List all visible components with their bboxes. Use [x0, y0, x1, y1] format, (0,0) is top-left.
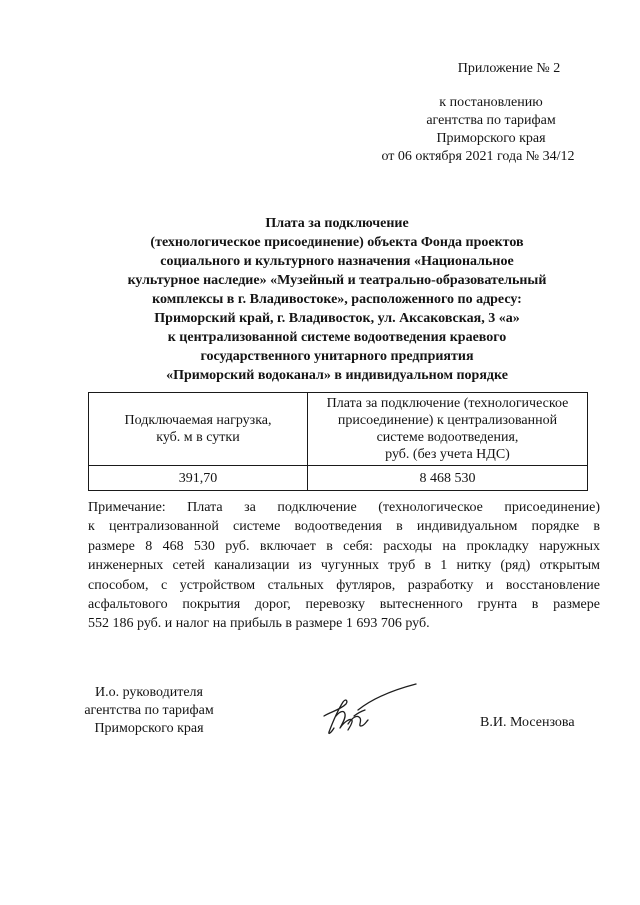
appendix-line: к постановлению: [439, 95, 543, 110]
signatory-position-line: И.о. руководителя: [94, 685, 203, 700]
note-line: асфальтового покрытия дорог, перевозку вытесненного грунта в размере: [88, 597, 600, 613]
fee-value-cell: 8 468 530: [308, 466, 588, 491]
load-header-line: Подключаемая нагрузка,: [124, 413, 272, 428]
table-row: [89, 466, 588, 491]
signatory-position: [58, 684, 240, 738]
title-line: культурное наследие» «Музейный и театрально-образовательный: [127, 273, 547, 288]
note-line: инженерных сетей канализации из чугунных труб в 1 нитку (ряд) открытым: [88, 558, 600, 574]
fee-header-line: системе водоотведения,: [376, 430, 519, 445]
appendix-header: [380, 60, 602, 166]
title-line: государственного унитарного предприятия: [200, 349, 474, 364]
appendix-line: агентства по тарифам: [426, 113, 556, 128]
title-line: «Приморский водоканал» в индивидуальном порядке: [166, 368, 508, 383]
title-line: Приморский край, г. Владивосток, ул. Аксаковская, 3 «а»: [154, 311, 520, 326]
handwritten-signature-icon: [318, 680, 428, 740]
note-line: к централизованной системе водоотведения в индивидуальном порядке в: [88, 519, 600, 535]
title-line: (технологическое присоединение) объекта Фонда проектов: [150, 235, 524, 250]
load-header-cell: [89, 393, 308, 466]
appendix-line: Приморского края: [436, 131, 546, 146]
appendix-line: от 06 октября 2021 года № 34/12: [381, 149, 575, 164]
fee-header-line: Плата за подключение (технологическое: [326, 396, 569, 411]
note-line: способом, с устройством стальных футляров, разработку и восстановление: [88, 577, 600, 593]
document-title: [80, 214, 594, 385]
tariff-table: [88, 392, 588, 491]
fee-header-line: присоединение) к централизованной: [337, 413, 558, 428]
signatory-position-line: Приморского края: [94, 721, 204, 736]
fee-header-line: руб. (без учета НДС): [385, 447, 510, 462]
load-value-cell: 391,70: [89, 466, 308, 491]
note-line: 552 186 руб. и налог на прибыль в размере 1 693 706 руб.: [88, 616, 430, 632]
signatory-position-line: агентства по тарифам: [84, 703, 214, 718]
appendix-title: Приложение № 2: [457, 61, 561, 76]
title-line: комплексы в г. Владивостоке», расположенного по адресу:: [152, 292, 522, 307]
load-header-line: куб. м в сутки: [156, 430, 240, 445]
table-header-row: [89, 393, 588, 466]
signatory-name: В.И. Мосензова: [480, 715, 575, 730]
fee-header-cell: [308, 393, 588, 466]
title-line: Плата за подключение: [265, 216, 409, 231]
note-paragraph: [88, 498, 600, 634]
title-line: к централизованной системе водоотведения краевого: [167, 330, 507, 345]
note-line: Примечание: Плата за подключение (технологическое присоединение): [88, 500, 600, 515]
title-line: социального и культурного назначения «Национальное: [160, 254, 514, 269]
note-line: размере 8 468 530 руб. включает в себя: расходы на прокладку наружных: [88, 538, 600, 554]
